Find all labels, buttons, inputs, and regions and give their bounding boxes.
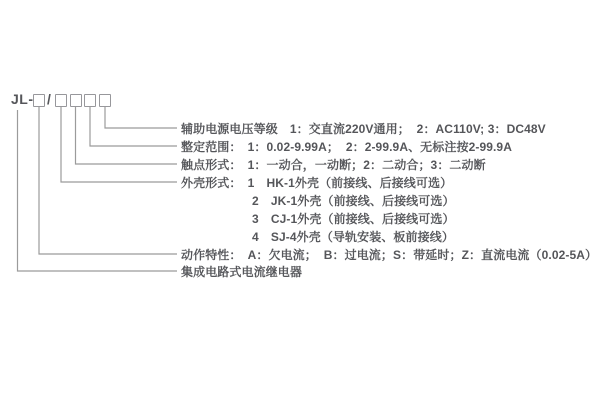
connector-contact-form bbox=[76, 107, 178, 164]
spec-row-case-type-option-3: 3 CJ-1外壳（前接线、后接线可选） bbox=[252, 212, 455, 226]
spec-row-product-name: 集成电路式电流继电器 bbox=[181, 265, 303, 279]
spec-row-case-type: 外壳形式： 1 HK-1外壳（前接线、后接线可选） bbox=[181, 176, 453, 190]
connector-product-name bbox=[18, 110, 178, 271]
connector-aux-voltage bbox=[105, 107, 177, 128]
connector-setting-range bbox=[90, 107, 177, 146]
connector-action-characteristic bbox=[39, 107, 177, 254]
spec-row-aux-voltage: 辅助电源电压等级 1：交直流220V通用； 2：AC110V; 3：DC48V bbox=[181, 122, 546, 136]
connector-case-type bbox=[61, 107, 177, 182]
spec-row-contact-form: 触点形式： 1：一动合，一动断；2：二动合；3：二动断 bbox=[181, 158, 486, 172]
spec-row-case-type-option-4: 4 SJ-4外壳（导轨安装、板前接线） bbox=[252, 230, 454, 244]
model-separator: / bbox=[47, 91, 52, 107]
spec-row-setting-range: 整定范围： 1：0.02-9.99A； 2：2-99.9A、无标注按2-99.9A bbox=[181, 140, 512, 154]
spec-row-case-type-option-2: 2 JK-1外壳（前接线、后接线可选） bbox=[252, 194, 455, 208]
model-prefix: JL- bbox=[11, 91, 34, 107]
spec-row-action-characteristic: 动作特性： A：欠电流； B：过电流；S：带延时；Z：直流电流（0.02-5A） bbox=[181, 248, 598, 262]
